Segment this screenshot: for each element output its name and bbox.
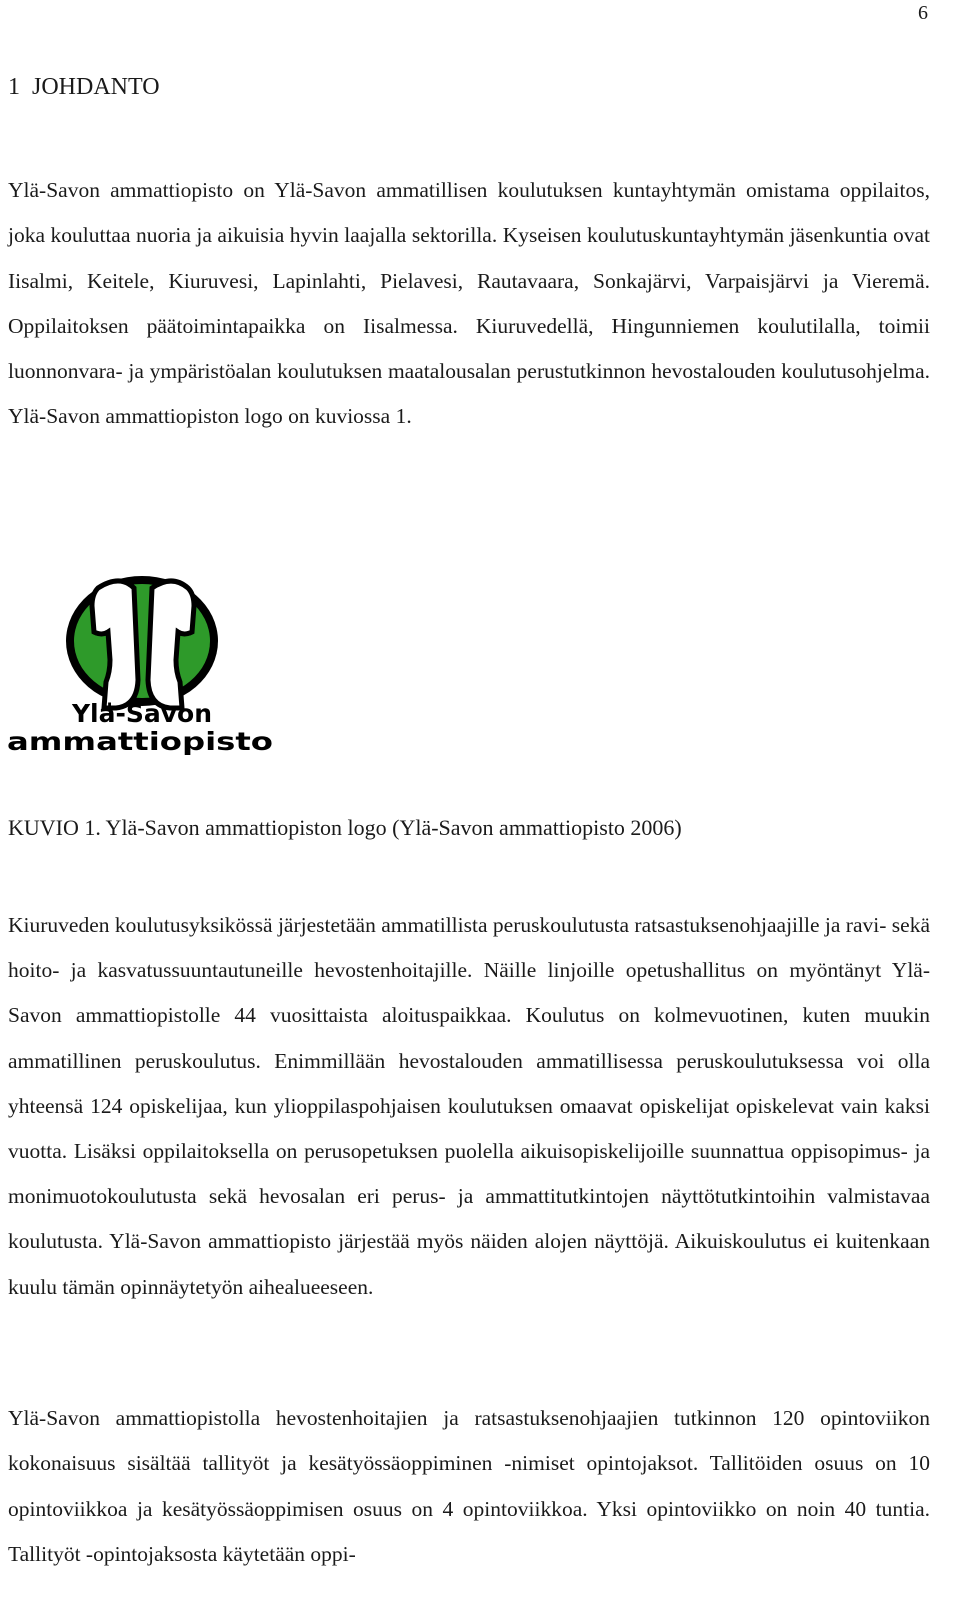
body-paragraph-2: Kiuruveden koulutusyksikössä järjestetään ammatillista peruskoulutusta ratsastuksenohjaajille ja ravi- sekä hoito- ja kasvatussuuntautuneille hevostenhoitajille. Näille linjoille opetushallitus on myöntänyt Ylä-Savon ammattiopistolle 44 vuosittaista aloituspaikkaa. Koulutus on kolmevuotinen, kuten muukin ammatillinen peruskoulutus. Enimmillään hevostalouden ammatillisessa peruskoulutuksessa voi olla yhteensä 124 opiskelijaa, kun ylioppilaspohjaisen koulutuksen omaavat opiskelijat opiskelevat vain kaksi vuotta. Lisäksi oppilaitoksella on perusopetuksen puolella aikuisopiskelijoille suunnattua oppisopimus- ja monimuotokoulutusta sekä hevosalan eri perus- ja ammattitutkintojen näyttötutkintoihin valmistavaa koulutusta. Ylä-Savon ammattiopisto järjestää myös näiden alojen näyttöjä. Aikuiskoulutus ei kuitenkaan kuulu tämän opinnäytetyön aihealueeseen. (8, 913, 930, 1299)
body-paragraph-3: Ylä-Savon ammattiopistolla hevostenhoitajien ja ratsastuksenohjaajien tutkinnon 120 opintoviikon kokonaisuus sisältää tallityöt ja kesätyössäoppiminen -nimiset opintojaksot. Tallitöiden osuus on 10 opintoviikkoa ja kesätyössäoppimisen osuus on 4 opintoviikkoa. Yksi opintoviikko on noin 40 tuntia. Tallityöt -opintojaksosta käytetään oppi- (8, 1406, 930, 1566)
intro-paragraph: Ylä-Savon ammattiopisto on Ylä-Savon ammatillisen koulutuksen kuntayhtymän omistama oppilaitos, joka kouluttaa nuoria ja aikuisia hyvin laajalla sektorilla. Kyseisen koulutuskuntayhtymän jäsenkuntia ovat Iisalmi, Keitele, Kiuruvesi, Lapinlahti, Pielavesi, Rautavaara, Sonkajärvi, Varpaisjärvi ja Vieremä. Oppilaitoksen päätoimintapaikka on Iisalmessa. Kiuruvedellä, Hingunniemen koulutilalla, toimii luonnonvara- ja ympäristöalan koulutuksen maatalousalan perustutkinnon hevostalouden koulutusohjelma. Ylä-Savon ammattiopiston logo on kuviossa 1. (8, 178, 930, 429)
yla-savon-logo (6, 574, 278, 756)
page-number: 6 (918, 2, 928, 24)
logo-text-line1: Ylä-Savon (71, 699, 213, 728)
logo-text-line2: ammattiopisto (7, 727, 273, 756)
figure-caption: KUVIO 1. Ylä-Savon ammattiopiston logo (Ylä-Savon ammattiopisto 2006) (8, 815, 682, 840)
chapter-heading: 1 JOHDANTO (8, 74, 160, 100)
